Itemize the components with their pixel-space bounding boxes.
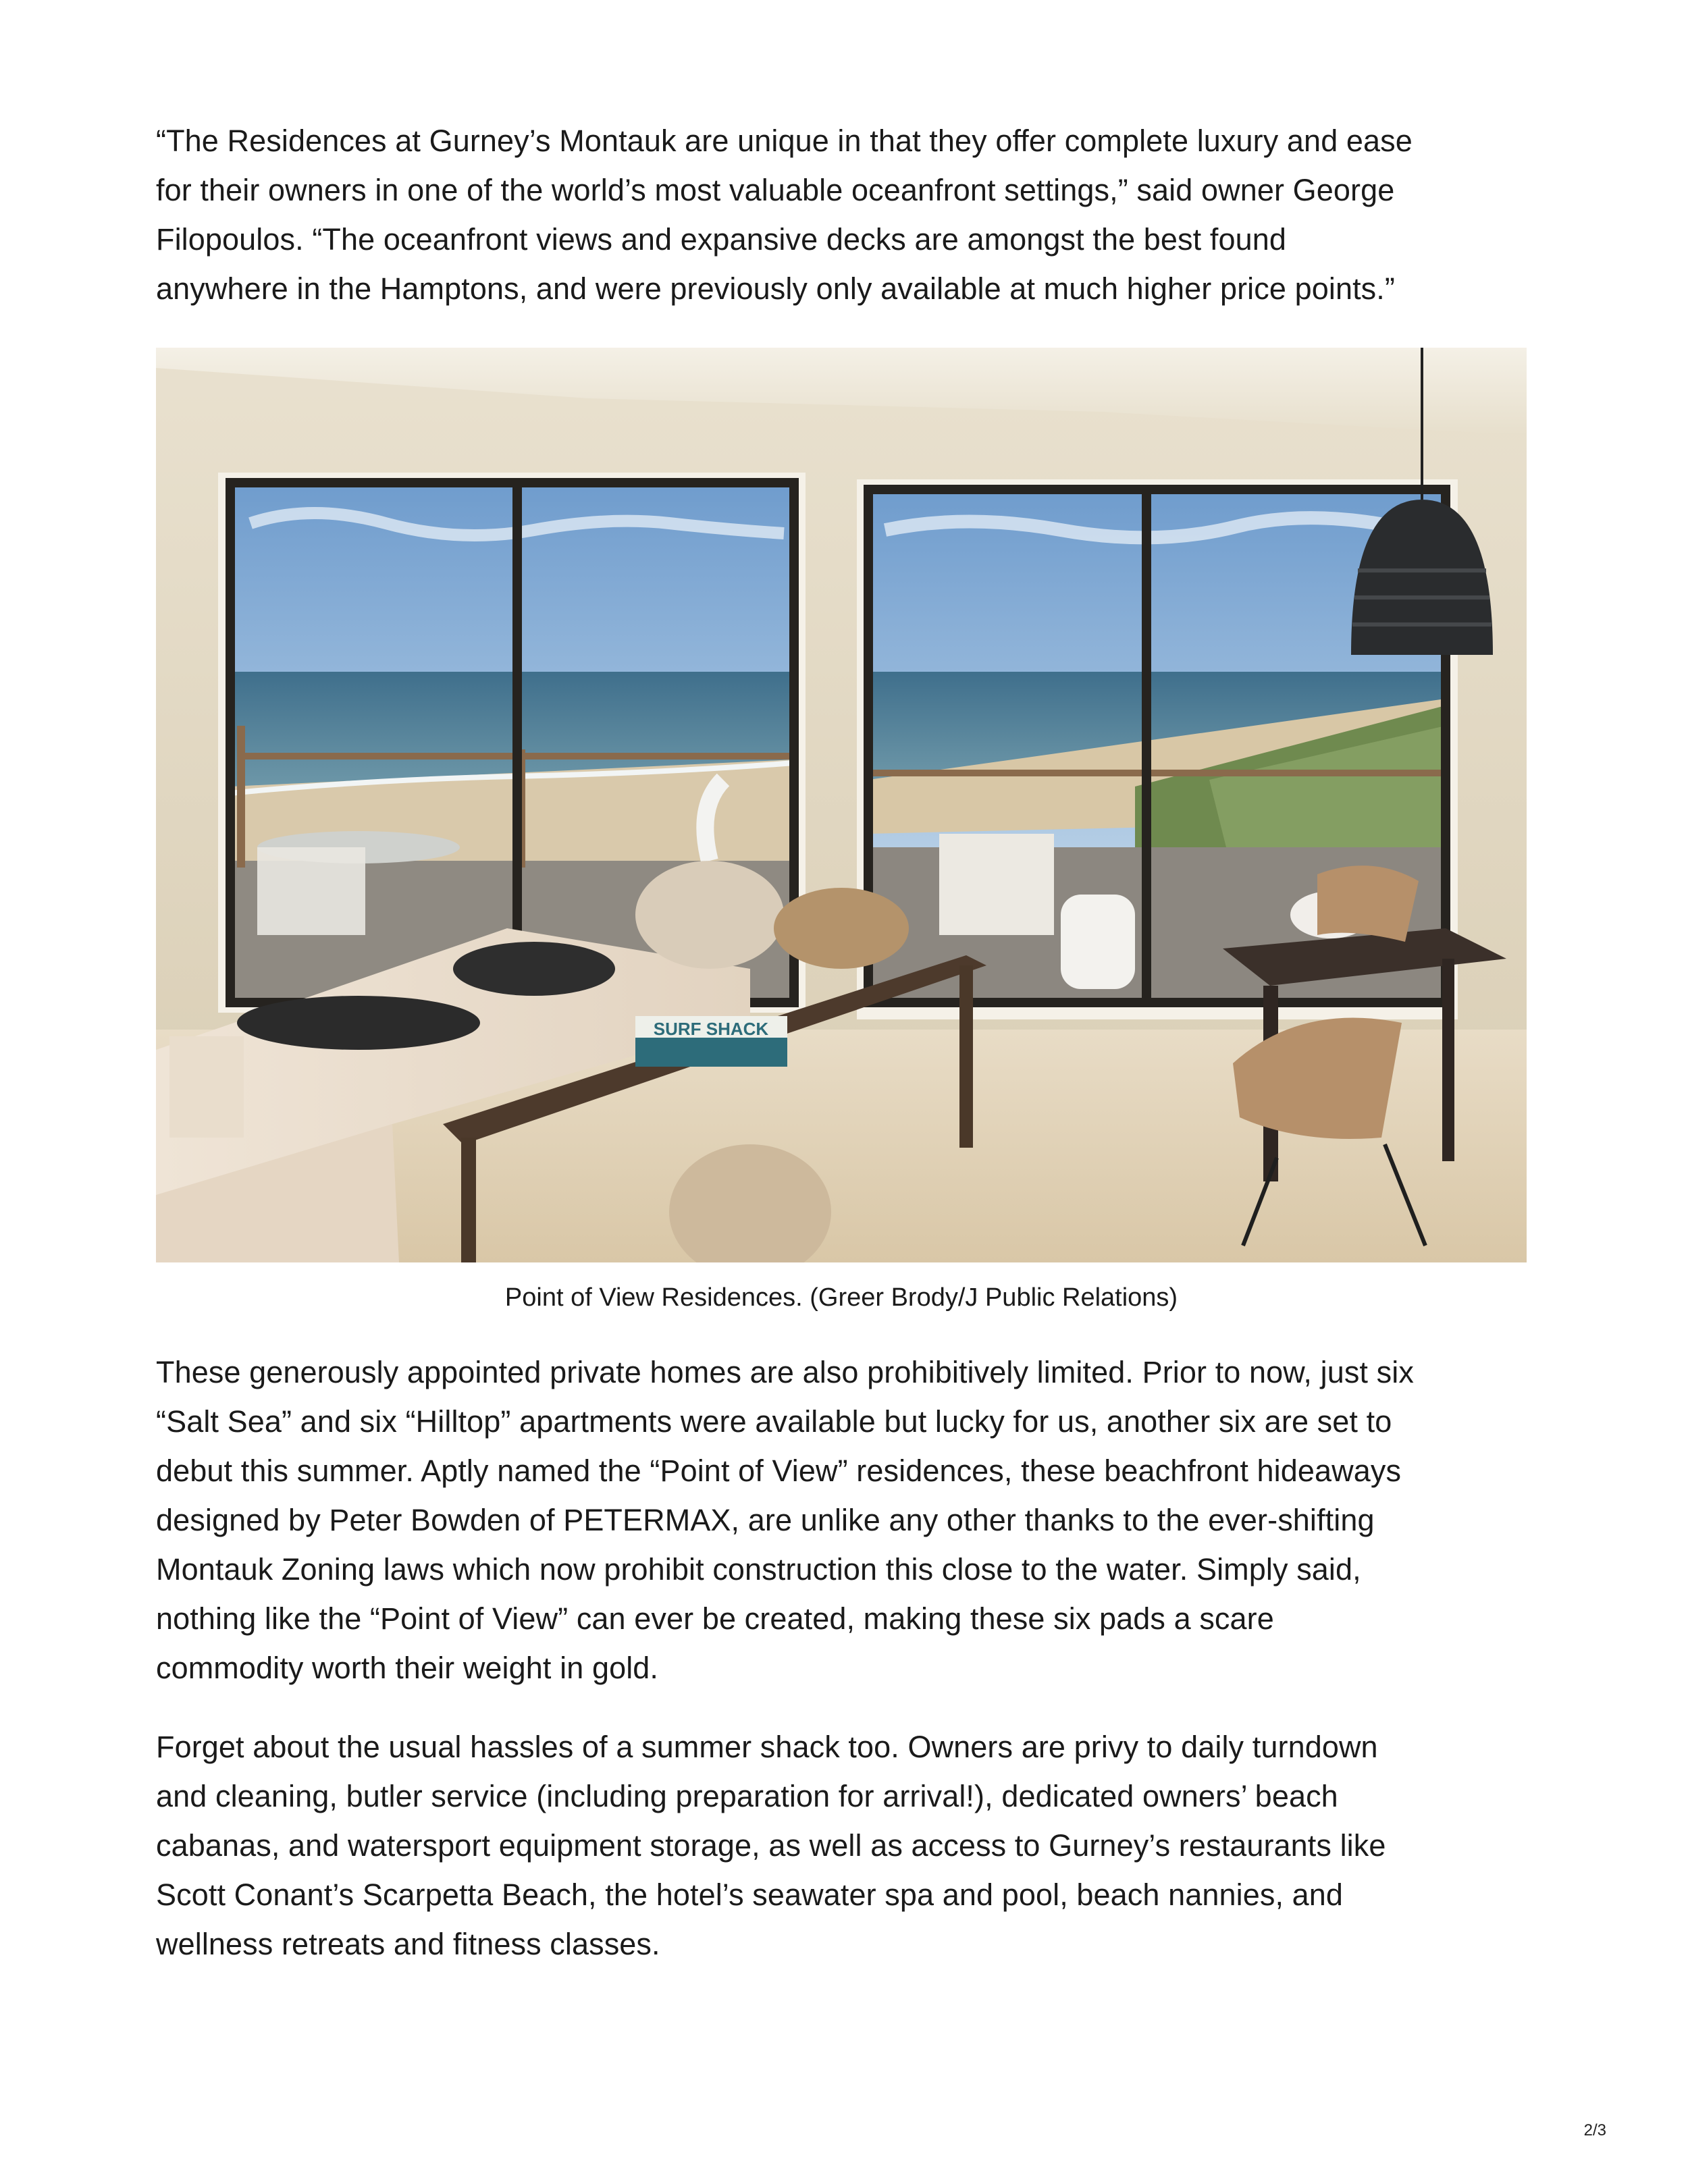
text-line: These generously appointed private homes are also prohibitively limited. Prior to now, just six (156, 1355, 1414, 1389)
text-line: and cleaning, butler service (including preparation for arrival!), dedicated owners’ beach (156, 1779, 1338, 1813)
paragraph-residences (156, 1348, 1533, 1693)
surf-shack-book (635, 1016, 787, 1067)
text-line: “Salt Sea” and six “Hilltop” apartments were available but lucky for us, another six are set to (156, 1404, 1392, 1439)
text-line: Scott Conant’s Scarpetta Beach, the hotel’s seawater spa and pool, beach nannies, and (156, 1877, 1344, 1912)
text-line: anywhere in the Hamptons, and were previously only available at much higher price points.” (156, 271, 1395, 306)
residence-interior-photo (156, 348, 1527, 1262)
text-line: designed by Peter Bowden of PETERMAX, are unlike any other thanks to the ever-shifting (156, 1503, 1375, 1537)
paragraph-quote (156, 116, 1533, 313)
text-line: for their owners in one of the world’s most valuable oceanfront settings,” said owner George (156, 173, 1395, 207)
book-title: SURF SHACK (653, 1019, 769, 1039)
text-line: debut this summer. Aptly named the “Point of View” residences, these beachfront hideaways (156, 1454, 1402, 1488)
text-line: commodity worth their weight in gold. (156, 1651, 659, 1685)
text-line: Montauk Zoning laws which now prohibit construction this close to the water. Simply said, (156, 1552, 1361, 1587)
page-number: 2/3 (1583, 2121, 1606, 2139)
text-line: Filopoulos. “The oceanfront views and expansive decks are amongst the best found (156, 222, 1286, 257)
text-line: wellness retreats and fitness classes. (156, 1927, 660, 1961)
photo-caption: Point of View Residences. (Greer Brody/J Public Relations) (504, 1283, 1178, 1312)
paragraph-amenities (156, 1722, 1533, 1969)
text-line: nothing like the “Point of View” can ever be created, making these six pads a scare (156, 1601, 1274, 1636)
text-line: “The Residences at Gurney’s Montauk are unique in that they offer complete luxury and ease (156, 124, 1413, 158)
text-line: cabanas, and watersport equipment storage, as well as access to Gurney’s restaurants like (156, 1828, 1386, 1863)
text-line: Forget about the usual hassles of a summer shack too. Owners are privy to daily turndown (156, 1730, 1378, 1764)
